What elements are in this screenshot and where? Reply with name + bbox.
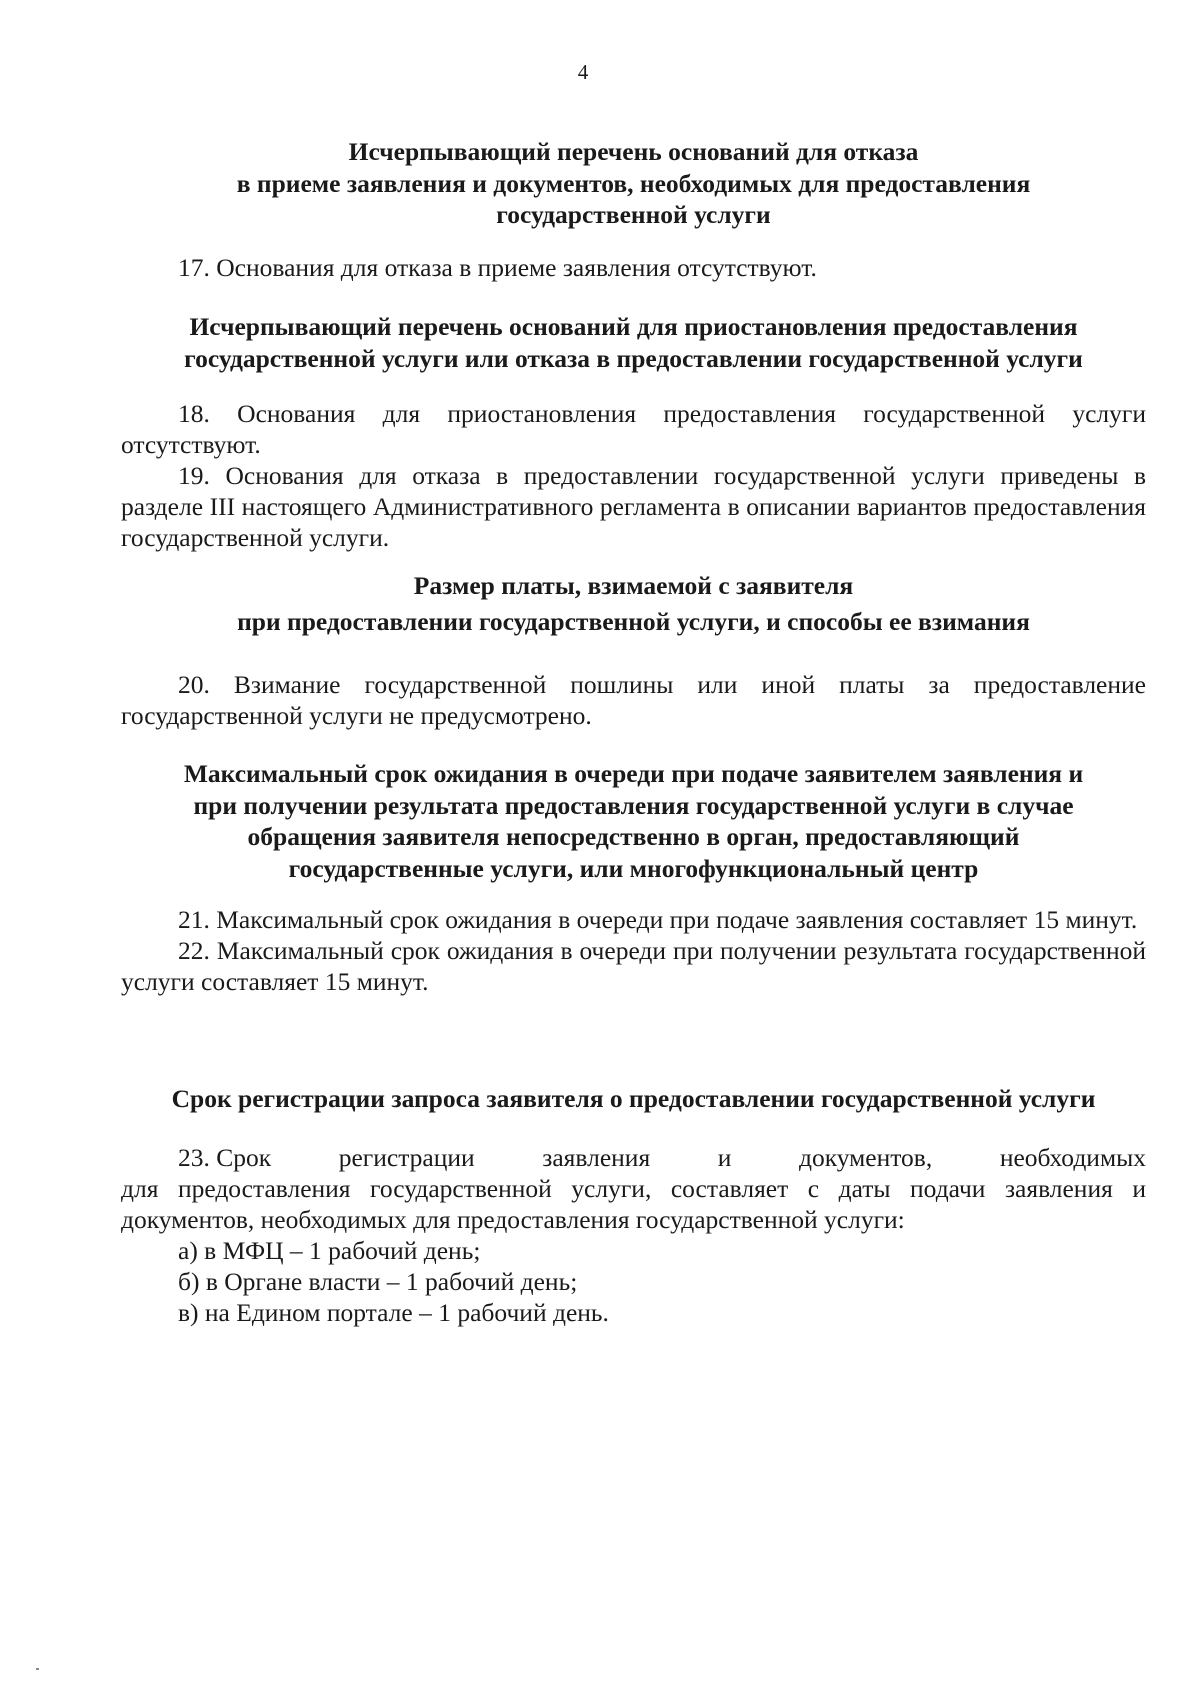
heading-line: государственные услуги, или многофункциональный центр: [288, 853, 979, 883]
heading-line: государственной услуги: [496, 200, 771, 229]
word: регистрации: [338, 1143, 475, 1172]
heading-line: Размер платы, взимаемой с заявителя: [413, 571, 854, 600]
heading-line: Исчерпывающий перечень оснований для приостановления предоставления: [189, 312, 1078, 341]
word: документов,: [798, 1143, 933, 1172]
paragraph-text: 17. Основания для отказа в приеме заявления отсутствуют.: [178, 253, 817, 282]
paragraph-19: 19. Основания для отказа в предоставлении государственной услуги приведены в разделе III настоящего Административного регламента в описании вариантов предоставления государственной услуги.: [121, 461, 1146, 552]
paragraph-17: [121, 252, 1146, 283]
heading-line: Срок регистрации запроса заявителя о предоставлении государственной услуги: [171, 1084, 1096, 1113]
list-item: а) в МФЦ – 1 рабочий день;: [178, 1236, 481, 1265]
list-item: в) на Едином портале – 1 рабочий день.: [178, 1298, 609, 1327]
word: и: [717, 1143, 732, 1172]
heading-line: в приеме заявления и документов, необходимых для предоставления: [236, 168, 1031, 198]
heading-line: государственной услуги или отказа в предоставлении государственной услуги: [184, 343, 1083, 373]
word: заявления: [542, 1143, 651, 1172]
paragraph-18: 18. Основания для приостановления предоставления государственной услуги отсутствуют.: [121, 399, 1146, 459]
paragraph-text: 20. Взимание государственной пошлины или иной платы за предоставление государственной услуги не предусмотрено.: [121, 670, 1146, 730]
scan-artifact: [36, 1668, 39, 1670]
heading-line: Исчерпывающий перечень оснований для отказа: [348, 137, 919, 166]
paragraph-23-rest: для предоставления государственной услуги, составляет с даты подачи заявления и документов, необходимых для предоставления государственной услуги:: [121, 1174, 1146, 1234]
paragraphs-18-19: [121, 398, 1146, 553]
section-heading-suspension: [121, 311, 1146, 374]
paragraphs-21-22: [121, 904, 1146, 997]
word: 23. Срок: [178, 1143, 272, 1172]
section-heading-registration: [121, 1083, 1146, 1115]
word: необходимых: [999, 1143, 1146, 1172]
heading-line: обращения заявителя непосредственно в орган, предоставляющий: [247, 822, 1020, 851]
paragraph-20: [121, 669, 1146, 731]
page-number: 4: [577, 60, 589, 84]
paragraph-23-first-line: [121, 1142, 1146, 1173]
heading-line: Максимальный срок ожидания в очереди при подаче заявителем заявления и: [183, 759, 1084, 788]
paragraph-22: 22. Максимальный срок ожидания в очереди при получении результата государственной услуги составляет 15 минут.: [121, 936, 1146, 996]
section-heading-queue-time: [121, 758, 1146, 884]
heading-line: при получении результата предоставления государственной услуги в случае: [193, 790, 1074, 820]
heading-line: при предоставлении государственной услуги, и способы ее взимания: [237, 607, 1030, 636]
list-item: б) в Органе власти – 1 рабочий день;: [178, 1267, 578, 1296]
section-heading-refusal-acceptance: [121, 136, 1146, 231]
paragraph-21: 21. Максимальный срок ожидания в очереди при подаче заявления составляет 15 минут.: [178, 905, 1138, 934]
section-heading-fee: [121, 568, 1146, 640]
paragraph-23: [121, 1142, 1146, 1328]
